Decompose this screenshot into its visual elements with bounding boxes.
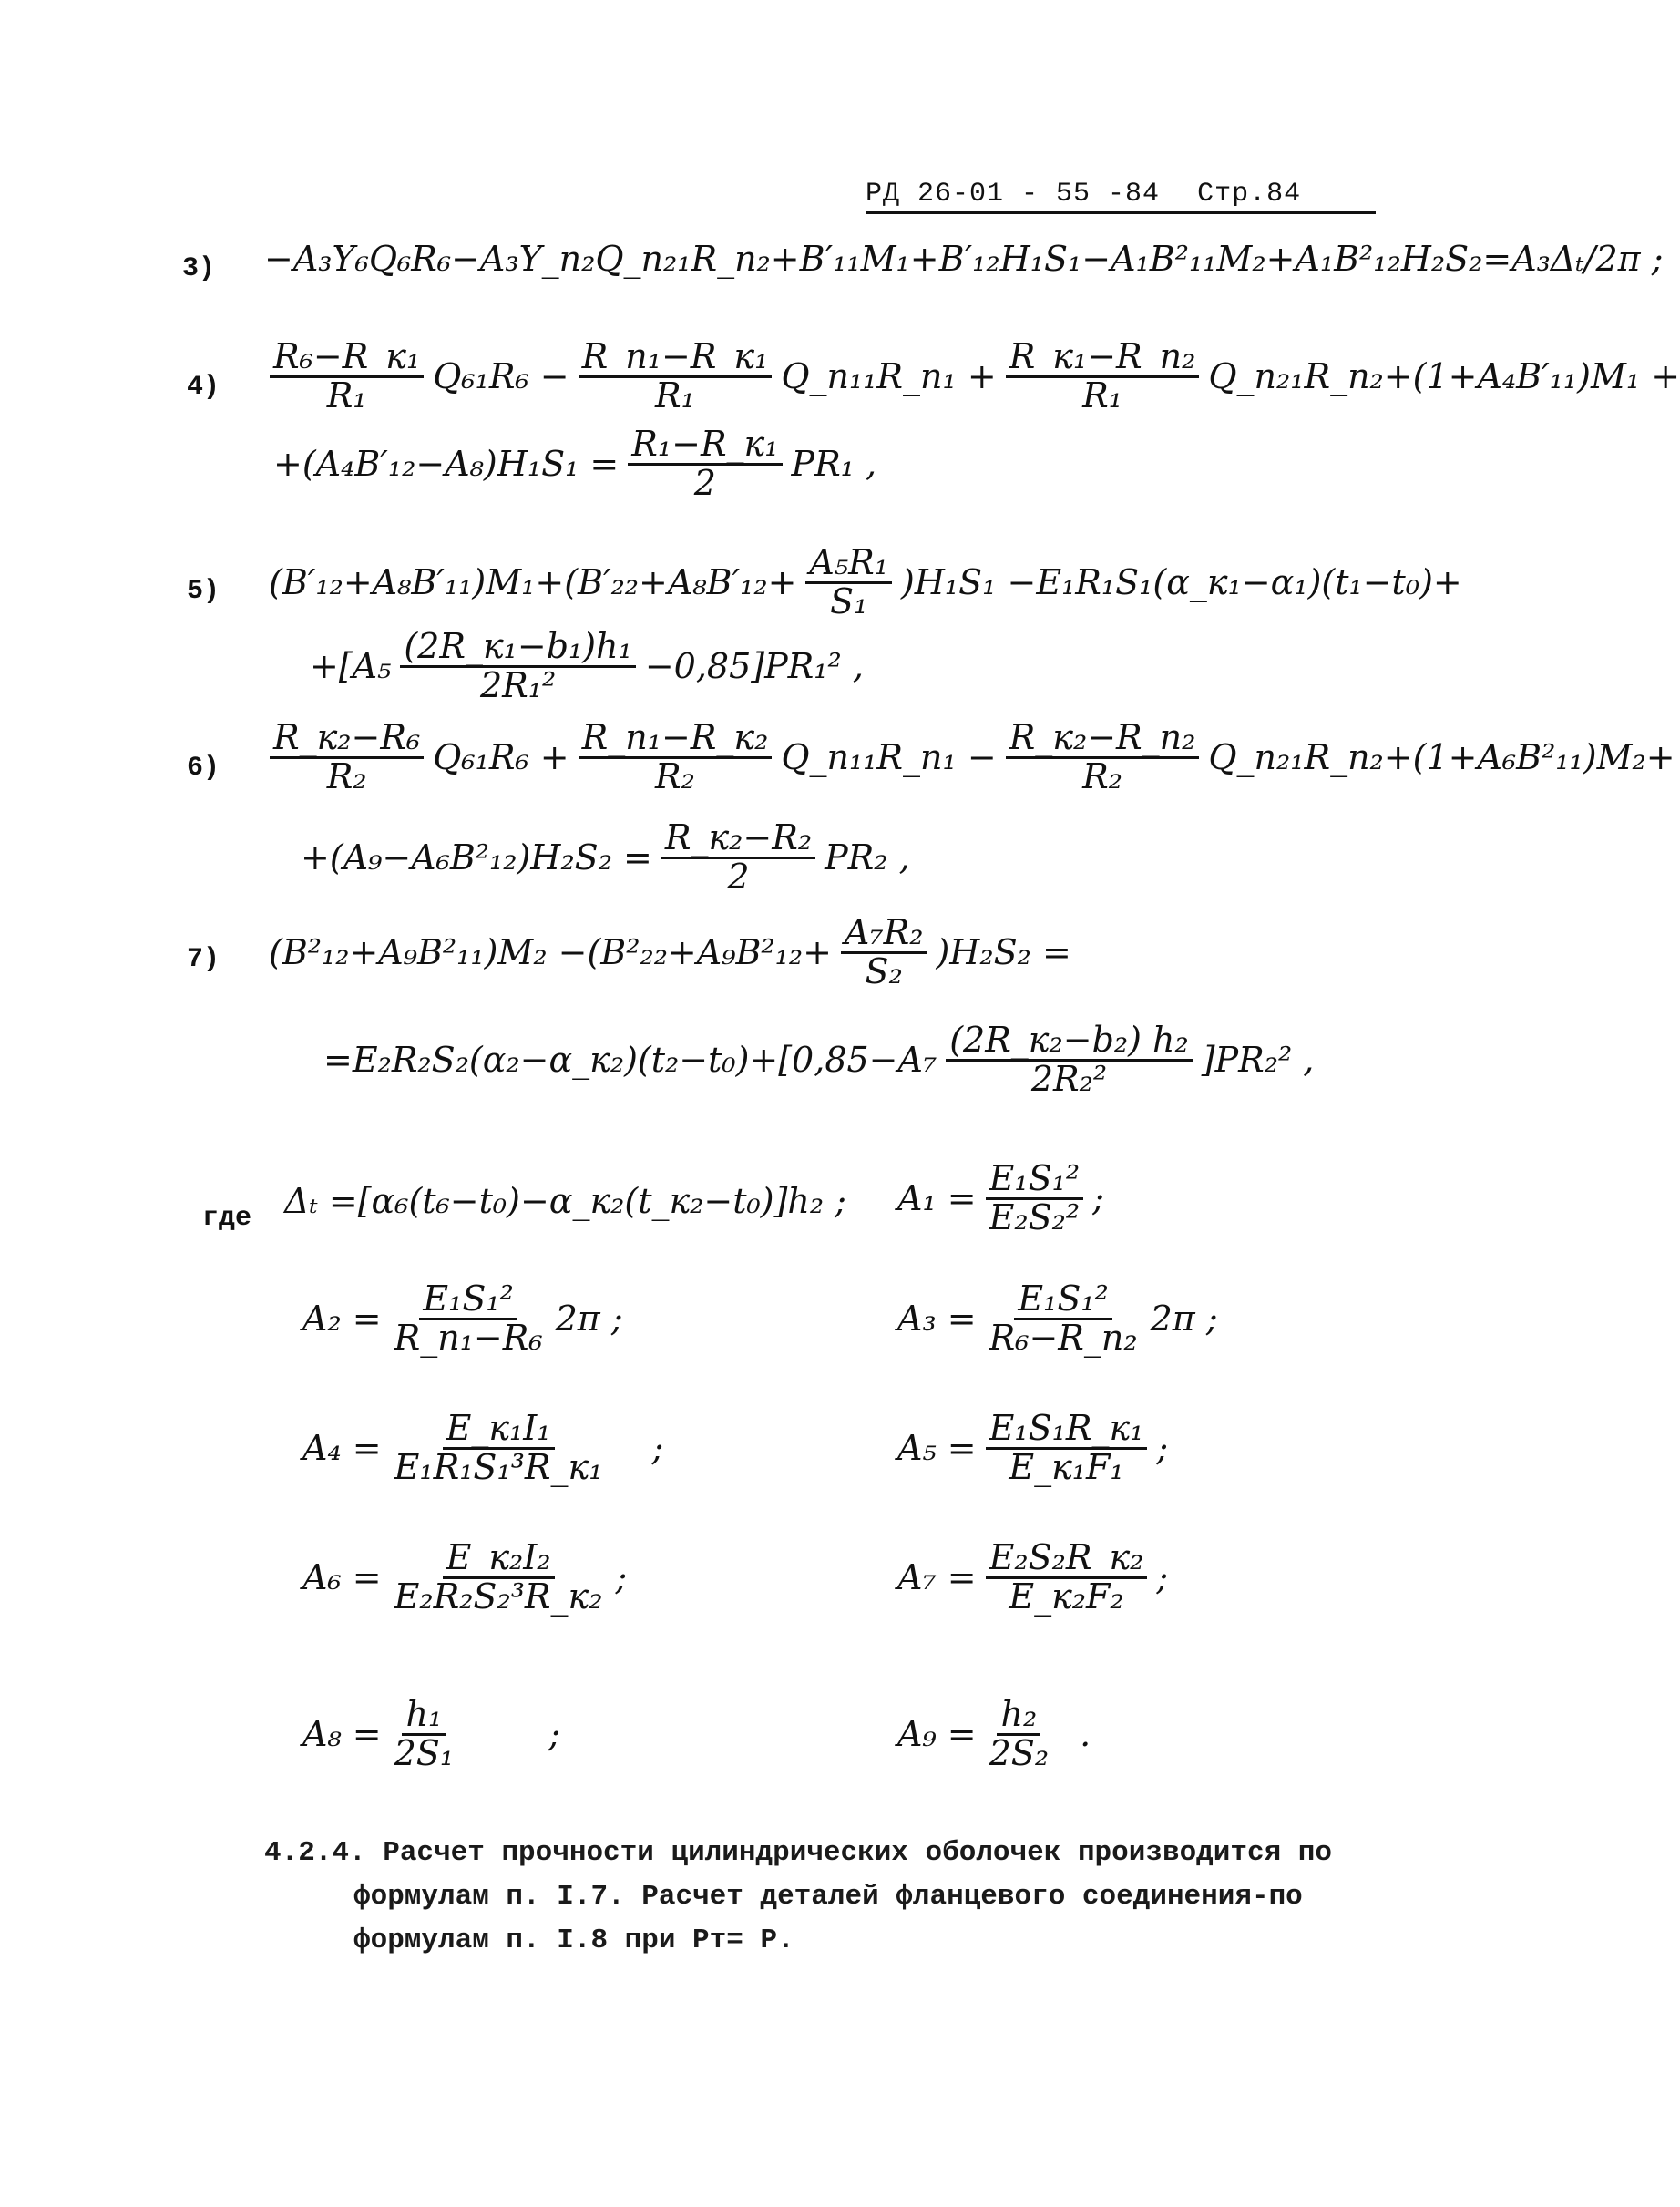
equation-7-line-2: =E₂R₂S₂(α₂−α_к₂)(t₂−t₀)+[0,85−A₇ $\frac{\text{(2R\_к₂−b₂) h₂}}{\text{2R₂²}}$ ]PR₂² , (323, 1020, 1315, 1099)
fraction: $\frac{\text{E₁S₁²}}{\text{E₂S₂²}}$ (986, 1161, 1083, 1237)
a8-definition: A₈ = $\frac{\text{h₁}}{\text{2S₁}}$ ; (302, 1694, 560, 1773)
where-label: где (202, 1203, 252, 1234)
fraction: $\frac{\text{(2R\_к₂−b₂) h₂}}{\text{2R₂²}}$ (946, 1022, 1193, 1098)
paragraph-line-1: 4.2.4. Расчет прочности цилиндрических оболочек производится по (264, 1837, 1332, 1869)
a9-definition: A₉ = $\frac{\text{h₂}}{\text{2S₂}}$ . (897, 1694, 1091, 1773)
section-paragraph (264, 1832, 1357, 1963)
page-number: Стр.84 (1197, 179, 1302, 210)
fraction: $\frac{\text{R\_к₁−R\_п₂}}{\text{R₁}}$ (1006, 339, 1200, 415)
fraction: $\frac{\text{A₇R₂}}{\text{S₂}}$ (841, 915, 927, 991)
fraction: $\frac{\text{R\_к₂−R\_п₂}}{\text{R₂}}$ (1006, 720, 1200, 796)
fraction: $\frac{\text{R₆−R\_к₁}}{\text{R₁}}$ (270, 339, 424, 415)
fraction: $\frac{\text{h₂}}{\text{2S₂}}$ (989, 1694, 1050, 1773)
equation-4-line-2: +(A₄B′₁₂−A₈)H₁S₁ = $\frac{\text{R₁−R\_к₁}}{2}$ PR₁ , (273, 424, 877, 503)
equation-3-text: −A₃Y₆Q₆R₆−A₃Y_п₂Q_п₂₁R_п₂+B′₁₁M₁+B′₁₂H₁S₁−A₁B²₁₁M₂+A₁B²₁₂H₂S₂=A₃Δₜ/2π ; (264, 239, 1664, 279)
equation-number-4: 4) (187, 372, 220, 403)
equation-7-line-1: (B²₁₂+A₉B²₁₁)M₂ −(B²₂₂+A₉B²₁₂+ $\frac{\text{A₇R₂}}{\text{S₂}}$ )H₂S₂ = (269, 912, 1071, 991)
a5-definition: A₅ = $\frac{\text{E₁S₁R\_к₁}}{\text{E\_к₁F₁}}$ ; (897, 1408, 1169, 1487)
fraction: $\frac{\text{E₁S₁R\_к₁}}{\text{E\_к₁F₁}}$ (986, 1411, 1148, 1486)
page-header (866, 179, 1376, 214)
equation-5-line-2: +[A₅ $\frac{\text{(2R\_к₁−b₁)h₁}}{\text{2R₁²}}$ −0,85]PR₁² , (310, 626, 864, 705)
equation-number-7: 7) (187, 944, 220, 975)
equation-number-5: 5) (187, 576, 220, 607)
fraction: $\frac{\text{R\_к₂−R₂}}{2}$ (661, 820, 815, 896)
fraction: $\frac{\text{R₁−R\_к₁}}{2}$ (628, 426, 782, 502)
fraction: $\frac{\text{R\_п₁−R\_к₁}}{\text{R₁}}$ (579, 339, 773, 415)
delta-t-definition: Δₜ =[α₆(t₆−t₀)−α_к₂(t_к₂−t₀)]h₂ ; (284, 1181, 846, 1221)
paragraph-line-2: формулам п. I.7. Расчет деталей фланцевого соединения-по (353, 1881, 1303, 1913)
fraction: $\frac{\text{E₁S₁²}}{\text{R\_п₁−R₆}}$ (394, 1278, 543, 1358)
a3-definition: A₃ = $\frac{\text{E₁S₁²}}{\text{R₆−R\_п₂}}$ 2π ; (897, 1278, 1218, 1358)
fraction: $\frac{\text{R\_к₂−R₆}}{\text{R₂}}$ (270, 720, 424, 796)
equation-3 (264, 239, 1664, 279)
fraction: $\frac{\text{(2R\_к₁−b₁)h₁}}{\text{2R₁²}}$ (400, 629, 635, 704)
equation-5-line-1: (B′₁₂+A₈B′₁₁)M₁+(B′₂₂+A₈B′₁₂+ $\frac{\text{A₅R₁}}{\text{S₁}}$ )H₁S₁ −E₁R₁S₁(α_к₁−α₁)(t₁−t₀)+ (269, 542, 1462, 621)
fraction: $\frac{\text{E₂S₂R\_к₂}}{\text{E\_к₂F₂}}$ (986, 1540, 1148, 1616)
a1-definition: A₁ = $\frac{\text{E₁S₁²}}{\text{E₂S₂²}}$ ; (897, 1158, 1104, 1237)
a7-definition: A₇ = $\frac{\text{E₂S₂R\_к₂}}{\text{E\_к₂F₂}}$ ; (897, 1537, 1169, 1617)
doc-code: РД 26-01 - 55 -84 (866, 179, 1161, 210)
a2-definition: A₂ = $\frac{\text{E₁S₁²}}{\text{R\_п₁−R₆}}$ 2π ; (302, 1278, 623, 1358)
a4-definition: A₄ = $\frac{\text{E\_к₁I₁}}{\text{E₁R₁S₁³R\_к₁}}$ ; (302, 1408, 664, 1487)
equation-number-6: 6) (187, 753, 220, 784)
equation-number-3: 3) (182, 253, 216, 284)
paragraph-line-3: формулам п. I.8 при Pт= P. (353, 1925, 794, 1956)
a6-definition: A₆ = $\frac{\text{E\_к₂I₂}}{\text{E₂R₂S₂³R\_к₂}}$ ; (302, 1537, 628, 1617)
equation-6-line-2: +(A₉−A₆B²₁₂)H₂S₂ = $\frac{\text{R\_к₂−R₂}}{2}$ PR₂ , (301, 817, 910, 897)
fraction: $\frac{\text{h₁}}{\text{2S₁}}$ (394, 1694, 455, 1773)
fraction: $\frac{\text{E₁S₁²}}{\text{R₆−R\_п₂}}$ (989, 1278, 1138, 1358)
fraction: $\frac{\text{R\_п₁−R\_к₂}}{\text{R₂}}$ (579, 720, 773, 796)
fraction: $\frac{\text{A₅R₁}}{\text{S₁}}$ (805, 545, 892, 621)
fraction: $\frac{\text{E\_к₂I₂}}{\text{E₂R₂S₂³R\_к₂}}$ (394, 1537, 603, 1617)
fraction: $\frac{\text{E\_к₁I₁}}{\text{E₁R₁S₁³R\_к₁}}$ (394, 1408, 603, 1487)
equation-6-line-1: $\frac{\text{R\_к₂−R₆}}{\text{R₂}}$ Q₆₁R₆ + $\frac{\text{R\_п₁−R\_к₂}}{\text{R₂}}$ Q_п₁₁R_п₁ − $\frac{\text{R\_к₂−R\_п₂}}{\text{R₂}}$ Q_п₂₁R_п₂+(1+A₆B²₁₁)M₂+ (264, 720, 1675, 796)
equation-4-line-1: $\frac{\text{R₆−R\_к₁}}{\text{R₁}}$ Q₆₁R₆ − $\frac{\text{R\_п₁−R\_к₁}}{\text{R₁}}$ Q_п₁₁R_п₁ + $\frac{\text{R\_к₁−R\_п₂}}{\text{R₁}}$ Q_п₂₁R_п₂+(1+A₄B′₁₁)M₁ + (264, 339, 1680, 415)
